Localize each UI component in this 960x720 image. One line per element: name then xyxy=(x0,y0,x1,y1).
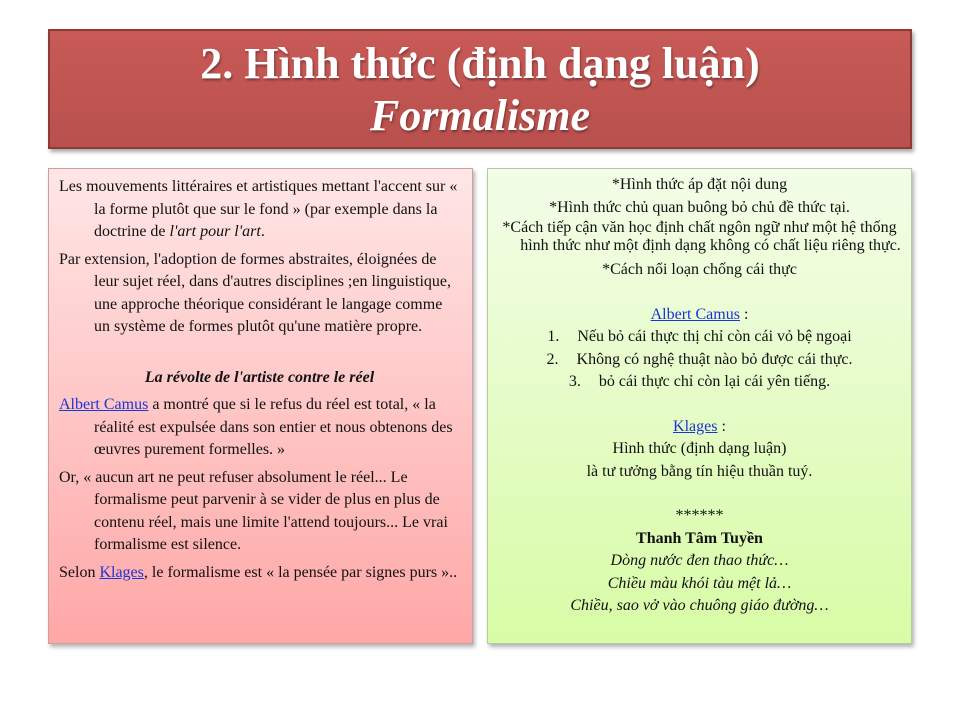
title-french: Formalisme xyxy=(369,91,591,140)
poem-line-3: Chiều, sao vở vào chuông giáo đường… xyxy=(570,597,829,614)
list-number: 2. xyxy=(546,350,559,368)
right-line-4: *Cách nổi loạn chống cái thực xyxy=(602,261,797,278)
list-item xyxy=(496,326,903,349)
right-albert-camus-link[interactable]: Albert Camus xyxy=(650,305,740,323)
left-paragraph-1 xyxy=(59,176,460,244)
left-p5-text: , le formalisme est « la pensée par signes purs ».. xyxy=(143,563,458,581)
right-line-1: *Hình thức áp đặt nội dung xyxy=(611,176,788,193)
left-paragraph-4: Or, « aucun art ne peut refuser absolument le réel... Le formalisme peut parvenir à se vider de plus en plus de contenu réel, mais une limite l'attend toujours... Le vrai formalisme est silence. xyxy=(59,468,448,553)
left-heading: La révolte de l'artiste contre le réel xyxy=(144,368,375,386)
right-klages-link[interactable]: Klages xyxy=(673,417,718,435)
list-number: 1. xyxy=(547,328,560,345)
right-line-2: *Hình thức chủ quan buông bỏ chủ đề thức tại. xyxy=(549,198,850,216)
poem-author: Thanh Tâm Tuyền xyxy=(636,529,763,547)
right-line-3: *Cách tiếp cận văn học định chất ngôn ngữ như một hệ thống hình thức như một định dạng không có chất liệu riêng thực. xyxy=(502,219,901,254)
stars-separator: ****** xyxy=(675,507,724,524)
left-paragraph-3 xyxy=(59,394,460,462)
list-number: 3. xyxy=(568,373,581,390)
left-p5-pre: Selon xyxy=(59,563,100,581)
klages-colon: : xyxy=(717,417,726,435)
spacer xyxy=(496,282,903,304)
spacer xyxy=(496,483,903,505)
right-text-box xyxy=(487,168,912,644)
left-text-box xyxy=(48,168,473,644)
klages-link[interactable]: Klages xyxy=(99,563,144,581)
left-p1-text: Les mouvements littéraires et artistiques mettant l'accent sur « la forme plutôt que sur le fond » (par exemple dans la doctrine de xyxy=(59,178,458,240)
poem-line-2: Chiều màu khói tàu mệt lả… xyxy=(607,574,792,592)
left-paragraph-2: Par extension, l'adoption de formes abstraites, éloignées de leur sujet réel, dans d'autres disciplines ;en linguistique, une approche théorique considérant le langage comme un système de formes plutôt qu'une matière propre. xyxy=(59,250,452,335)
albert-camus-link[interactable]: Albert Camus xyxy=(59,396,149,413)
left-p1-italic: l'art pour l'art xyxy=(169,223,261,240)
title-vietnamese: 2. Hình thức (định dạng luận) xyxy=(200,39,760,88)
right-klages-line xyxy=(496,416,903,439)
list-text: Nếu bỏ cái thực thị chỉ còn cái vỏ bệ ngoại xyxy=(577,328,852,345)
left-paragraph-5 xyxy=(59,562,460,585)
left-p1-end: . xyxy=(260,223,265,240)
left-p3-text: a montré que si le refus du réel est total, « la réalité est expulsée dans son entier et nous obtenons des œuvres purement formelles. » xyxy=(94,396,453,458)
slide-title xyxy=(48,29,912,149)
list-text: Không có nghệ thuật nào bỏ được cái thực. xyxy=(576,350,853,368)
camus-colon: : xyxy=(739,305,749,323)
list-text: bỏ cái thực chỉ còn lại cái yên tiếng. xyxy=(598,373,831,390)
spacer xyxy=(496,394,903,416)
klages-line-2: là tư tưởng bằng tín hiệu thuần tuý. xyxy=(586,462,813,480)
right-camus-line xyxy=(496,304,903,327)
poem-line-1: Dòng nước đen thao thức… xyxy=(610,552,789,569)
list-item xyxy=(496,349,903,372)
klages-line-1: Hình thức (định dạng luận) xyxy=(612,440,787,457)
list-item xyxy=(496,371,903,394)
